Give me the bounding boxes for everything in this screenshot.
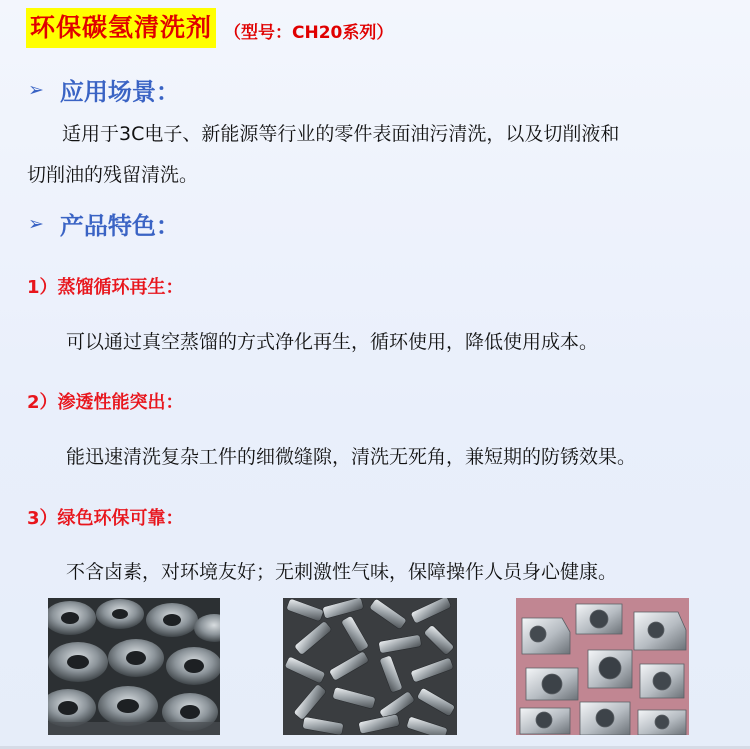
aluminum-parts-photo	[516, 598, 689, 735]
arrow-bullet-icon: ➢	[28, 212, 44, 235]
metal-rings-photo	[48, 598, 220, 735]
product-title: 环保碳氢清洗剂	[26, 8, 216, 48]
feature-desc-3: 不含卤素，对环境友好；无刺激性气味，保障操作人员身心健康。	[66, 561, 618, 583]
section-heading-application: 应用场景：	[59, 78, 180, 106]
title-row	[26, 8, 393, 48]
arrow-bullet-icon: ➢	[28, 78, 44, 101]
feature-title-1: 1）蒸馏循环再生：	[27, 277, 184, 298]
section-heading-features: 产品特色：	[59, 212, 180, 240]
feature-title-3: 3）绿色环保可靠：	[27, 508, 184, 529]
section-features	[28, 206, 180, 241]
feature-desc-1: 可以通过真空蒸馏的方式净化再生，循环使用，降低使用成本。	[66, 331, 599, 353]
application-text-line1: 适用于3C电子、新能源等行业的零件表面油污清洗，以及切削液和	[62, 123, 620, 145]
application-text-line2: 切削油的残留清洗。	[27, 164, 199, 186]
feature-desc-2: 能迅速清洗复杂工件的细微缝隙，清洗无死角，兼短期的防锈效果。	[66, 446, 637, 468]
section-application	[28, 72, 180, 107]
feature-title-2: 2）渗透性能突出：	[27, 392, 184, 413]
product-model: （型号：CH20系列）	[224, 22, 394, 43]
steel-fittings-photo	[283, 598, 457, 735]
